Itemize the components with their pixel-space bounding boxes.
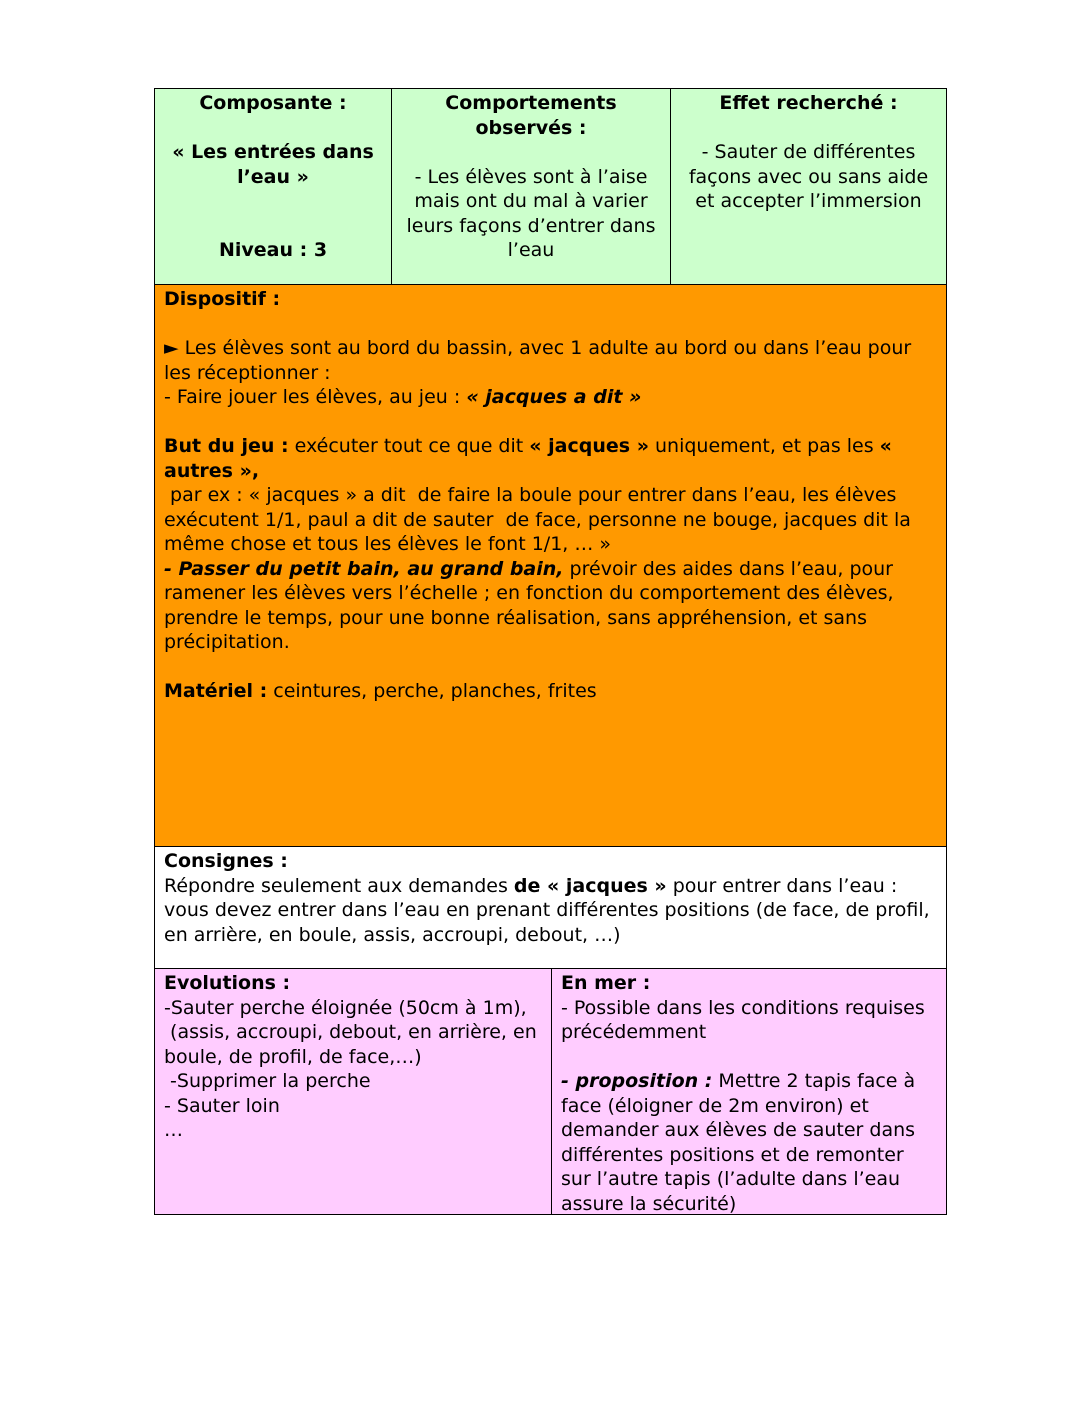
niveau-label: Niveau : 3 bbox=[218, 239, 328, 261]
but-text-1: exécuter tout ce que dit bbox=[288, 435, 530, 457]
evolutions-label: Evolutions : bbox=[164, 972, 291, 994]
consignes-label: Consignes : bbox=[164, 850, 288, 872]
comportements-cell bbox=[391, 89, 670, 284]
en-mer-label: En mer : bbox=[561, 972, 651, 994]
passer-paragraph bbox=[164, 557, 937, 655]
composante-value: « Les entrées dans l’eau » bbox=[172, 141, 374, 188]
consignes-text-pre: Répondre seulement aux demandes bbox=[164, 874, 514, 897]
composante-label: Composante : bbox=[199, 92, 347, 114]
proposition-text: Mettre 2 tapis face à face (éloigner de 2m environ) et demander aux élèves de sauter dans différentes positions et de remonter sur l’autre tapis (l’adulte dans l’eau assure la sécurité) bbox=[561, 1070, 916, 1215]
consignes-cell bbox=[155, 847, 946, 968]
comportements-label: Comportements observés : bbox=[445, 92, 617, 139]
passer-text: prévoir des aides dans l’eau, pour ramener les élèves vers l’échelle ; en fonction du comportement des élèves, prendre le temps, pour une bonne réalisation, sans appréhension, et sans précipitation. bbox=[164, 557, 894, 653]
en-mer-line1: - Possible dans les conditions requises précédemment bbox=[561, 996, 925, 1043]
but-jacques: « jacques » bbox=[529, 435, 649, 457]
proposition-label: - proposition : bbox=[561, 1070, 713, 1092]
materiel-paragraph bbox=[164, 679, 937, 704]
evolutions-line5: … bbox=[164, 1119, 183, 1141]
effet-text: - Sauter de différentes façons avec ou sans aide et accepter l’immersion bbox=[688, 141, 929, 212]
en-mer-cell bbox=[551, 969, 946, 1214]
consignes-text-post: pour entrer dans l’eau : vous devez entrer dans l’eau en prenant différentes positions (de face, de profil, en arrière, en boule, assis, accroupi, debout, …) bbox=[164, 874, 930, 946]
dispositif-line1: ► Les élèves sont au bord du bassin, avec 1 adulte au bord ou dans l’eau pour les réceptionner : bbox=[164, 337, 912, 384]
comportements-text: - Les élèves sont à l’aise mais ont du mal à varier leurs façons d’entrer dans l’eau bbox=[406, 165, 656, 261]
but-label: But du jeu : bbox=[164, 435, 289, 457]
game-name: « jacques a dit » bbox=[466, 386, 642, 408]
evolutions-line3: -Supprimer la perche bbox=[164, 1070, 371, 1092]
evolutions-line1: -Sauter perche éloignée (50cm à 1m), bbox=[164, 996, 527, 1019]
but-text-2: uniquement, et pas les bbox=[648, 435, 880, 457]
passer-label: - Passer du petit bain, au grand bain, bbox=[164, 557, 564, 580]
dispositif-line2 bbox=[164, 385, 937, 410]
evolutions-row bbox=[154, 969, 947, 1215]
but-autres: « autres », bbox=[164, 435, 892, 482]
dispositif-cell bbox=[155, 285, 946, 846]
effet-cell bbox=[670, 89, 946, 284]
evolutions-line4: - Sauter loin bbox=[164, 1094, 280, 1117]
materiel-text: ceintures, perche, planches, frites bbox=[267, 680, 597, 702]
consignes-row bbox=[154, 847, 947, 969]
dispositif-row bbox=[154, 285, 947, 847]
example-text: par ex : « jacques » a dit de faire la boule pour entrer dans l’eau, les élèves exécutent 1/1, paul a dit de sauter de face, personne ne bouge, jacques dit la même chose et tous les élèves le font 1/1, … » bbox=[164, 484, 917, 555]
materiel-label: Matériel : bbox=[164, 680, 268, 702]
composante-cell bbox=[155, 89, 391, 284]
header-row bbox=[154, 88, 947, 285]
dispositif-label: Dispositif : bbox=[164, 288, 281, 310]
consignes-text bbox=[164, 874, 937, 948]
consignes-jacques: de « jacques » bbox=[513, 874, 667, 897]
evolutions-cell bbox=[155, 969, 551, 1214]
effet-label: Effet recherché : bbox=[719, 92, 898, 114]
game-intro: - Faire jouer les élèves, au jeu : bbox=[164, 386, 467, 408]
lesson-sheet-table bbox=[154, 88, 947, 1215]
but-du-jeu bbox=[164, 434, 937, 483]
evolutions-line2: (assis, accroupi, debout, en arrière, en boule, de profil, de face,…) bbox=[164, 1021, 543, 1068]
proposition-paragraph bbox=[561, 1069, 937, 1216]
